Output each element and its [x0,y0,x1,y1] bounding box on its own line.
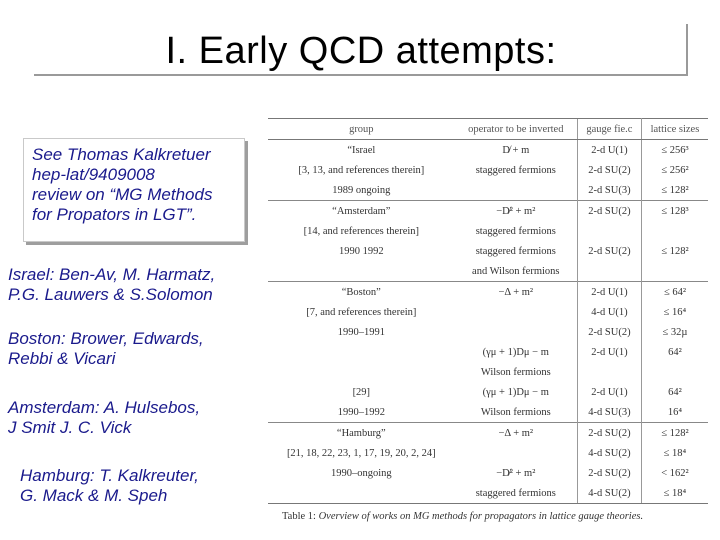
title-underline [34,74,688,76]
group-line: T. Kalkreuter, [99,466,199,485]
table-cell: 1990–1991 [337,326,385,338]
table-cell: 2-d SU(2) [577,201,641,222]
table-caption [282,511,712,522]
group-lead: Boston: [8,329,66,348]
caption-text: Overview of works on MG methods for propagators in lattice gauge theories. [318,511,644,522]
table-cell: 1990 1992 [339,245,384,257]
table-cell: D̸ + m [502,144,530,156]
column-header: lattice sizes [641,119,708,140]
table-cell: 1989 ongoing [332,184,391,196]
table-cell: [29] [352,386,371,398]
table-row [268,483,708,504]
table-cell: ≤ 256² [661,164,689,176]
table-cell: 4-d U(1) [577,302,641,322]
table-row [268,302,708,322]
table-cell [455,322,578,342]
table-cell: ≤ 18⁴ [641,483,708,504]
table-cell: ≤ 16⁴ [663,306,687,318]
table-cell [268,362,455,382]
mg-methods-table [268,118,708,504]
table-cell: 4-d SU(2) [577,443,641,463]
note-line: See Thomas Kalkretuer [32,145,211,164]
table-cell: ≤ 128³ [641,201,708,222]
table-cell: “Israel [347,144,376,156]
table-cell: 2-d U(1) [577,382,641,402]
table-cell: Wilson fermions [480,366,551,378]
table-cell: staggered fermions [455,483,578,504]
table-row [268,201,708,222]
reference-note [23,138,245,242]
group-lead: Amsterdam: [8,398,100,417]
table-cell: 4-d SU(2) [577,483,641,504]
table-cell: ≤ 64² [641,282,708,303]
note-line: for Propators in LGT”. [32,205,197,224]
table-cell: [14, and references therein] [303,225,420,237]
table-cell: −D̸² + m² [455,201,578,222]
table-cell: (γμ + 1)Dμ − m [482,346,549,358]
table-cell: 2-d SU(2) [577,241,641,261]
table-cell: ≤ 128² [661,245,689,257]
table-cell: 1990–ongoing [330,467,392,479]
table-row [268,402,708,423]
title-right-edge [686,24,688,76]
table-cell [455,180,578,201]
table-cell [641,362,708,382]
table-row [268,362,708,382]
table-cell: ≤ 18⁴ [663,447,687,459]
table-cell: −D̸² + m² [496,467,536,479]
table-cell: 64² [668,346,682,358]
table-cell: staggered fermions [475,245,556,257]
caption-label: Table 1: [282,511,316,522]
table-cell: 2-d SU(2) [577,423,641,444]
table-cell [268,342,455,362]
table-row [268,160,708,180]
table-row [268,140,708,161]
table-row [268,342,708,362]
table-cell: 2-d U(1) [577,342,641,362]
table-cell [268,483,455,504]
table-row [268,180,708,201]
group-line: Rebbi & Vicari [8,349,116,368]
group-line: Ben-Av, M. Harmatz, [59,265,216,284]
table-row [268,443,708,463]
table-cell: −Δ + m² [455,282,578,303]
group-boston [8,329,204,369]
table-header-row [268,119,708,140]
table-row [268,261,708,282]
group-hamburg [20,466,199,506]
group-lead: Israel: [8,265,55,284]
table-row [268,282,708,303]
group-line: A. Hulsebos, [103,398,201,417]
table-cell: (γμ + 1)Dμ − m [482,386,549,398]
column-header: operator to be inverted [455,119,578,140]
group-lead: Hamburg: [20,466,95,485]
table-cell: “Amsterdam” [268,201,455,222]
table-row [268,322,708,342]
table-cell: ≤ 128² [661,184,689,196]
table-cell: 2-d SU(2) [577,322,641,342]
table-row [268,382,708,402]
table-row [268,241,708,261]
table-cell: 2-d U(1) [577,282,641,303]
column-header: gauge fie.c [577,119,641,140]
table-cell: staggered fermions [475,164,556,176]
table-cell: ≤ 256³ [661,144,689,156]
table-cell: “Hamburg” [268,423,455,444]
table-cell: “Boston” [268,282,455,303]
slide-title: I. Early QCD attempts: [165,30,557,72]
table-cell: 4-d SU(3) [577,402,641,423]
table-cell: [21, 18, 22, 23, 1, 17, 19, 20, 2, 24] [286,447,436,459]
table-cell [641,261,708,282]
table-cell: 2-d SU(3) [577,180,641,201]
title-box [34,24,688,76]
table-cell: < 162² [661,467,689,479]
table-cell [577,261,641,282]
table-cell: staggered fermions [475,225,556,237]
group-israel [8,265,215,305]
table-cell: 16⁴ [667,406,683,418]
table-cell: Wilson fermions [480,406,551,418]
table-cell [455,443,578,463]
table-cell: [7, and references therein] [306,306,417,318]
note-line: review on “MG Methods [32,185,213,204]
group-line: J Smit J. C. Vick [8,418,132,437]
table-cell: 64² [668,386,682,398]
table-cell: ≤ 32µ [662,326,688,338]
table-cell: −Δ + m² [455,423,578,444]
group-line: G. Mack & M. Speh [20,486,168,505]
group-line: Brower, Edwards, [70,329,204,348]
table-row [268,221,708,241]
table-cell: ≤ 128² [641,423,708,444]
table-cell [455,302,578,322]
table-cell: 2-d SU(2) [577,463,641,483]
table-cell: 1990–1992 [337,406,385,418]
group-line: P.G. Lauwers & S.Solomon [8,285,213,304]
table-row [268,423,708,444]
table-cell [577,221,641,241]
table-row [268,463,708,483]
group-amsterdam [8,398,200,438]
note-line: hep-lat/9409008 [32,165,155,184]
table-cell: [3, 13, and references therein] [298,164,425,176]
table-cell: and Wilson fermions [472,265,560,277]
table-cell [641,221,708,241]
column-header: group [268,119,455,140]
table-cell: 2-d U(1) [577,140,641,161]
table-cell [577,362,641,382]
table-cell: 2-d SU(2) [577,160,641,180]
table-cell [268,261,455,282]
